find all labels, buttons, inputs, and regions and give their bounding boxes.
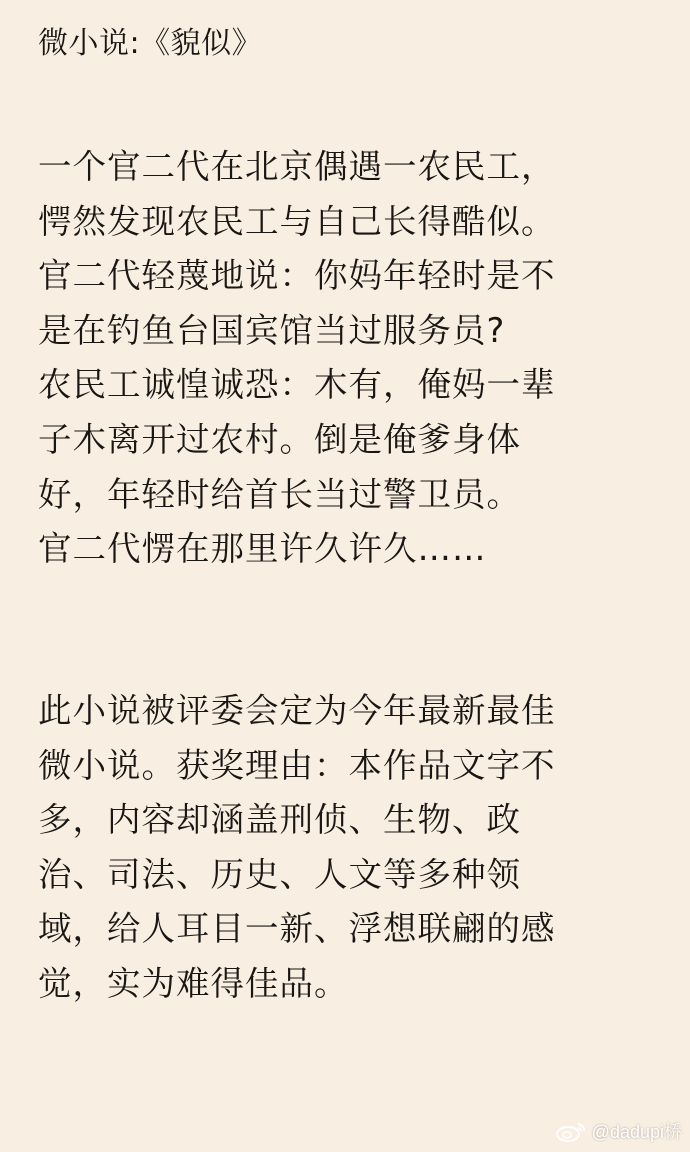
award-line: 域，给人耳目一新、浮想联翩的感 xyxy=(38,909,556,949)
story-line: 愕然发现农民工与自己长得酷似。 xyxy=(38,201,556,241)
story-line: 官二代愣在那里许久许久…… xyxy=(38,529,487,569)
award-line: 此小说被评委会定为今年最新最佳 xyxy=(38,691,556,730)
story-line: 农民工诚惶诚恐：木有，俺妈一辈 xyxy=(38,365,556,405)
story-line: 官二代轻蔑地说：你妈年轻时是不 xyxy=(38,256,556,296)
award-text xyxy=(38,684,663,1012)
story-line: 是在钓鱼台国宾馆当过服务员? xyxy=(38,310,506,350)
award-line: 治、司法、历史、人文等多种领 xyxy=(38,854,521,894)
award-line: 微小说。获奖理由：本作品文字不 xyxy=(38,745,556,785)
story-text xyxy=(38,140,663,577)
watermark-text: @dadupi桥 xyxy=(591,1122,682,1142)
award-line: 觉，实为难得佳品。 xyxy=(38,963,349,1003)
story-line: 一个官二代在北京偶遇一农民工， xyxy=(38,147,556,186)
story-line: 子木离开过农村。倒是俺爹身体 xyxy=(38,419,521,459)
award-line: 多，内容却涵盖刑侦、生物、政 xyxy=(38,800,521,840)
story-line: 好，年轻时给首长当过警卫员。 xyxy=(38,474,521,514)
story-title: 微小说:《貌似》 xyxy=(38,26,263,61)
weibo-watermark xyxy=(554,1118,682,1144)
weibo-logo-icon xyxy=(554,1120,588,1142)
